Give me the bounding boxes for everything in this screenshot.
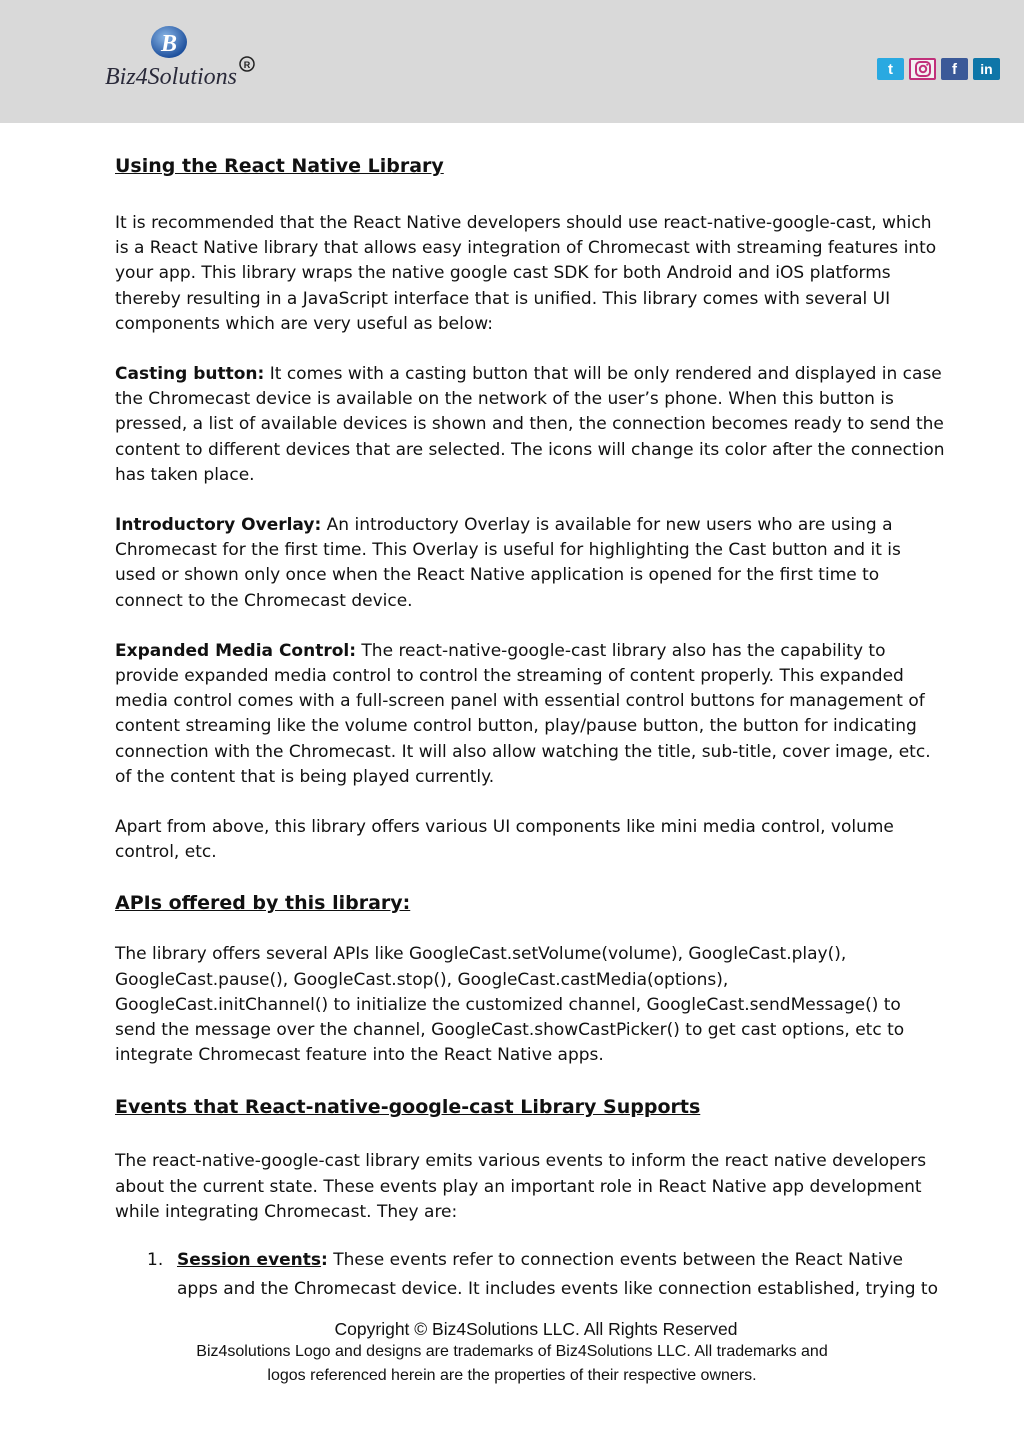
list-item bbox=[115, 1246, 945, 1304]
apis-paragraph: The library offers several APIs like GoogleCast.setVolume(volume), GoogleCast.play(), GoogleCast.pause(), GoogleCast.stop(), GoogleCast.castMedia(options), GoogleCast.initChannel() to initialize the customized channel, GoogleCast.sendMessage() to send the message over the channel, GoogleCast.showCastPicker() to get cast options, etc to integrate Chromecast feature into the React Native apps. bbox=[115, 944, 905, 1066]
page-header bbox=[0, 0, 1024, 123]
list-number: 1. bbox=[147, 1250, 164, 1271]
section-heading-apis: APIs offered by this library: bbox=[115, 892, 411, 915]
svg-text:B: B bbox=[160, 31, 178, 57]
casting-button-paragraph bbox=[115, 362, 945, 488]
session-events-text: These events refer to connection events between the React Native apps and the Chromecast device. It includes events like connection established, trying to bbox=[177, 1250, 938, 1300]
introductory-overlay-text: An introductory Overlay is available for new users who are using a Chromecast for the first time. This Overlay is useful for highlighting the Cast button and it is used or shown only once when the React Native application is opened for the first time to connect to the Chromecast device. bbox=[115, 515, 901, 611]
expanded-media-control-label: Expanded Media Control: bbox=[115, 640, 357, 661]
expanded-media-control-text: The react-native-google-cast library also has the capability to provide expanded media control to control the streaming of content properly. This expanded media control comes with a full-screen panel with essential control buttons for management of content streaming like the volume control button, play/pause button, the button for indicating connection with the Chromecast. It will also allow watching the title, sub-title, cover image, etc. of the content that is being played currently. bbox=[115, 640, 931, 787]
svg-text:R: R bbox=[243, 60, 251, 70]
company-logo bbox=[105, 24, 265, 96]
section-heading-events: Events that React-native-google-cast Library Supports bbox=[115, 1096, 701, 1119]
instagram-icon[interactable] bbox=[909, 58, 936, 80]
apart-paragraph: Apart from above, this library offers various UI components like mini media control, volume control, etc. bbox=[115, 817, 894, 863]
session-events-label: Session events bbox=[177, 1250, 322, 1271]
casting-button-text: It comes with a casting button that will be only rendered and displayed in case the Chromecast device is available on the network of the user’s phone. When this button is pressed, a list of available devices is shown and then, the connection becomes ready to send the content to different devices that are selected. The icons will change its color after the connection has taken place. bbox=[115, 364, 945, 485]
expanded-media-control-paragraph bbox=[115, 639, 945, 790]
casting-button-label: Casting button: bbox=[115, 364, 265, 385]
introductory-overlay-label: Introductory Overlay: bbox=[115, 515, 322, 536]
page-footer bbox=[0, 1318, 1024, 1388]
linkedin-icon[interactable]: in bbox=[973, 58, 1000, 80]
copyright-line: Copyright © Biz4Solutions LLC. All Rights Reserved bbox=[334, 1319, 738, 1339]
section-heading-react-native-library: Using the React Native Library bbox=[115, 155, 444, 177]
facebook-icon[interactable]: f bbox=[941, 58, 968, 80]
introductory-overlay-paragraph bbox=[115, 513, 945, 614]
events-paragraph: The react-native-google-cast library emits various events to inform the react native developers about the current state. These events play an important role in React Native app development while integrating Chromecast. They are: bbox=[115, 1151, 927, 1222]
twitter-icon[interactable]: t bbox=[877, 58, 904, 80]
list-colon: : bbox=[321, 1250, 328, 1271]
instagram-glyph-icon bbox=[914, 60, 932, 78]
intro-paragraph: It is recommended that the React Native developers should use react-native-google-cast, which is a React Native library that allows easy integration of Chromecast with streaming features into your app. This library wraps the native google cast SDK for both Android and iOS platforms thereby resulting in a JavaScript interface that is unified. This library comes with several UI components which are very useful as below: bbox=[115, 213, 937, 334]
logo-text: Biz4Solutions bbox=[105, 64, 238, 90]
document-body bbox=[115, 152, 945, 1304]
trademark-line-1: Biz4solutions Logo and designs are trademarks of Biz4Solutions LLC. All trademarks and bbox=[196, 1343, 828, 1360]
social-links bbox=[877, 58, 1000, 82]
trademark-line-2: logos referenced herein are the properties of their respective owners. bbox=[267, 1367, 757, 1384]
